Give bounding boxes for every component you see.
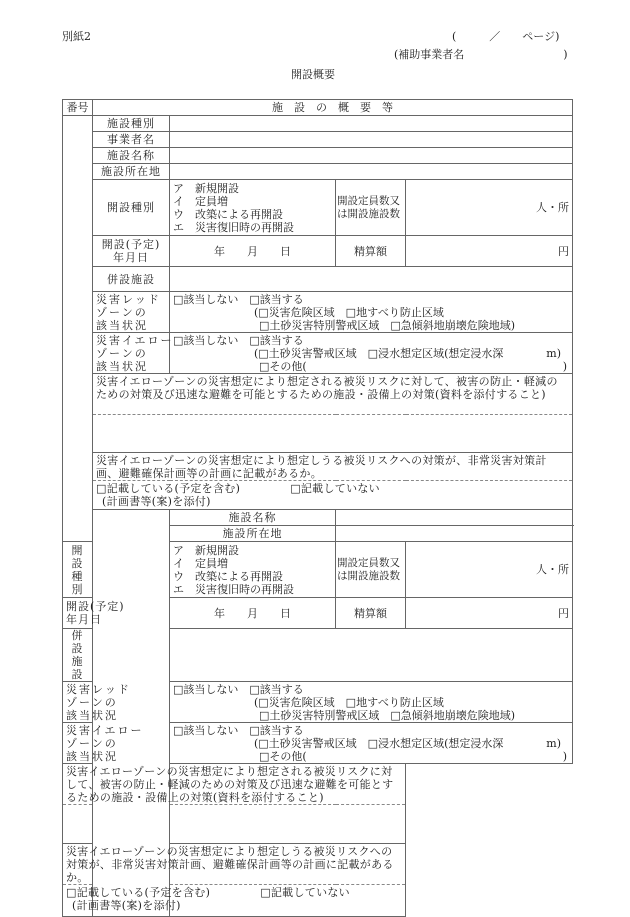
red-zone-areas-line[interactable]: (□災害危険区域 □地すべり防止区域 [254, 306, 444, 319]
table-row [63, 236, 573, 267]
row-label: 施設名称 [93, 148, 170, 164]
measures-answer-field[interactable] [63, 805, 406, 844]
yellow-zone-label [93, 333, 174, 374]
other-close-paren: ) [562, 750, 567, 763]
opening-type-label: 開設種別 [63, 542, 93, 598]
yellow-zone-applicability[interactable]: □該当しない □該当する [173, 334, 304, 347]
facility-overview-table [62, 99, 573, 917]
opening-date-field[interactable]: 年 月 日 [170, 598, 336, 629]
row-label: 施設種別 [93, 116, 170, 132]
plan-recorded-checkbox[interactable]: □記載している(予定を含む) [96, 482, 241, 495]
plan-attachment-note: (計画書等(案)を添付) [72, 899, 181, 912]
settlement-amount-field[interactable]: 円 [406, 598, 573, 629]
red-zone-label [93, 292, 170, 333]
row-label: 事業者名 [93, 132, 170, 148]
red-zone-label-line: 該当状況 [66, 709, 118, 722]
measures-question: 災害イエローゾーンの災害想定により想定される被災リスクに対して、被害の防止・軽減のための対策及び迅速な避難を可能とするための施設・設備上の対策(資料を添付すること) [93, 374, 573, 415]
capacity-label-line: 開設定員数又 [337, 556, 400, 569]
plan-not-recorded-checkbox[interactable]: □記載していない [260, 886, 350, 899]
table-row [63, 844, 573, 885]
settlement-amount-label: 精算額 [336, 598, 406, 629]
red-zone-label-line: 災害レッド [96, 293, 161, 306]
red-zone-areas-line[interactable]: □土砂災害特別警戒区域 □急傾斜地崩壊危険地域) [259, 709, 516, 722]
red-zone-applicability[interactable]: □該当しない □該当する [173, 683, 304, 696]
page-title: 開設概要 [291, 68, 335, 81]
yellow-zone-options[interactable] [170, 723, 573, 764]
plan-answer-options [93, 481, 573, 510]
red-zone-options[interactable] [170, 682, 573, 723]
date-label-line: 開設(予定) [101, 238, 161, 251]
red-zone-label-line: 該当状況 [96, 319, 148, 332]
yellow-zone-label [63, 723, 144, 764]
red-zone-label-line: ゾーンの [66, 696, 118, 709]
row-value-field[interactable] [170, 164, 573, 180]
table-row [63, 164, 573, 180]
capacity-label [336, 180, 406, 236]
row-label: 施設所在地 [170, 526, 336, 542]
yellow-zone-label-line: 災害イエロー [96, 334, 174, 347]
table-row [63, 885, 573, 917]
measures-answer-field[interactable] [93, 415, 573, 453]
plan-question: 災害イエローゾーンの災害想定により想定しうる被災リスクへの対策が、非常災害対策計画、避難確保計画等の計画に記載があるか。 [93, 453, 573, 481]
red-zone-options[interactable] [170, 292, 573, 333]
yellow-zone-areas-line[interactable]: (□土砂災害警戒区域 □浸水想定区域(想定浸水深 [254, 737, 504, 750]
plan-recorded-checkbox[interactable]: □記載している(予定を含む) [66, 886, 211, 899]
date-label-line: 年月日 [66, 613, 102, 626]
table-row [63, 764, 573, 805]
opening-date-label [93, 236, 170, 267]
opening-date-field[interactable]: 年 月 日 [170, 236, 336, 267]
number-header: 番号 [63, 100, 93, 116]
opening-type-option[interactable]: ア 新規開設 [173, 181, 239, 195]
opening-date-label [63, 598, 125, 629]
plan-answer-options [63, 885, 406, 917]
red-zone-areas-line[interactable]: □土砂災害特別警戒区域 □急傾斜地崩壊危険地域) [259, 319, 516, 332]
opening-type-option[interactable]: ウ 改築による再開設 [173, 207, 283, 221]
capacity-label-line: 開設定員数又 [337, 194, 400, 207]
opening-type-options [170, 180, 336, 236]
red-zone-label-line: 災害レッド [66, 683, 131, 696]
opening-type-option[interactable]: イ 定員増 [173, 556, 228, 570]
red-zone-applicability[interactable]: □該当しない □該当する [173, 293, 304, 306]
table-row [63, 510, 573, 526]
inundation-depth-unit: m) [546, 347, 561, 360]
capacity-label-line: は開設施設数 [337, 569, 400, 582]
plan-question: 災害イエローゾーンの災害想定により想定しうる被災リスクへの対策が、非常災害対策計画、避難確保計画等の計画に記載があるか。 [63, 844, 406, 885]
red-zone-label-line: ゾーンの [96, 306, 148, 319]
opening-type-label: 開設種別 [93, 180, 170, 236]
annex-facility-field[interactable] [170, 267, 573, 292]
plan-not-recorded-checkbox[interactable]: □記載していない [290, 482, 380, 495]
attachment-label: 別紙2 [62, 30, 91, 43]
table-row [63, 333, 573, 374]
number-cell[interactable] [63, 116, 93, 542]
opening-type-option[interactable]: イ 定員増 [173, 194, 228, 208]
table-row [63, 481, 573, 510]
yellow-zone-other-option[interactable]: □その他( [259, 750, 307, 763]
inundation-depth-unit: m) [546, 737, 561, 750]
capacity-label-line: は開設施設数 [337, 207, 400, 220]
table-row [63, 374, 573, 415]
yellow-zone-other-option[interactable]: □その他( [259, 360, 307, 373]
table-row [63, 267, 573, 292]
table-row [63, 805, 573, 844]
annex-facility-label: 併設施設 [63, 629, 93, 682]
table-row [63, 292, 573, 333]
other-close-paren: ) [562, 360, 567, 373]
annex-facility-label: 併設施設 [93, 267, 170, 292]
yellow-zone-label-line: 該当状況 [66, 750, 118, 763]
row-value-field[interactable] [336, 526, 573, 542]
opening-type-option[interactable]: エ 災害復旧時の再開設 [173, 582, 294, 596]
table-row [63, 132, 573, 148]
opening-type-option[interactable]: エ 災害復旧時の再開設 [173, 220, 294, 234]
table-row [63, 180, 573, 236]
table-row [63, 415, 573, 453]
yellow-zone-label-line: 該当状況 [96, 360, 148, 373]
row-value-field[interactable] [170, 132, 573, 148]
row-label: 施設名称 [170, 510, 336, 526]
yellow-zone-options[interactable] [170, 333, 573, 374]
yellow-zone-label-line: 災害イエロー [66, 724, 144, 737]
table-row [63, 148, 573, 164]
measures-question: 災害イエローゾーンの災害想定により想定される被災リスクに対して、被害の防止・軽減のための対策及び迅速な避難を可能とするための施設・設備上の対策(資料を添付すること) [63, 764, 406, 805]
yellow-zone-label-line: ゾーンの [96, 347, 148, 360]
yellow-zone-areas-line[interactable]: (□土砂災害警戒区域 □浸水想定区域(想定浸水深 [254, 347, 504, 360]
yellow-zone-applicability[interactable]: □該当しない □該当する [173, 724, 304, 737]
row-label: 施設所在地 [93, 164, 170, 180]
red-zone-label [63, 682, 131, 723]
row-value-field[interactable] [170, 116, 573, 132]
capacity-label [336, 542, 406, 598]
annex-facility-field[interactable] [170, 629, 573, 682]
overview-header: 施 設 の 概 要 等 [93, 100, 573, 116]
opening-type-option[interactable]: ウ 改築による再開設 [173, 569, 283, 583]
opening-type-options [170, 542, 336, 598]
date-label-line: 年月日 [113, 251, 149, 264]
row-value-field[interactable] [336, 510, 573, 526]
capacity-field[interactable]: 人・所 [406, 180, 573, 236]
row-value-field[interactable] [170, 148, 573, 164]
table-row [63, 453, 573, 481]
plan-attachment-note: (計画書等(案)を添付) [102, 495, 211, 508]
opening-type-option[interactable]: ア 新規開設 [173, 543, 239, 557]
table-row [63, 116, 573, 132]
capacity-field[interactable]: 人・所 [406, 542, 573, 598]
page-indicator: ( ／ ページ) [452, 30, 560, 43]
applicant-name-field: (補助事業者名 ) [394, 48, 568, 61]
red-zone-areas-line[interactable]: (□災害危険区域 □地すべり防止区域 [254, 696, 444, 709]
settlement-amount-field[interactable]: 円 [406, 236, 573, 267]
date-label-line: 開設(予定) [66, 600, 125, 613]
yellow-zone-label-line: ゾーンの [66, 737, 118, 750]
settlement-amount-label: 精算額 [336, 236, 406, 267]
